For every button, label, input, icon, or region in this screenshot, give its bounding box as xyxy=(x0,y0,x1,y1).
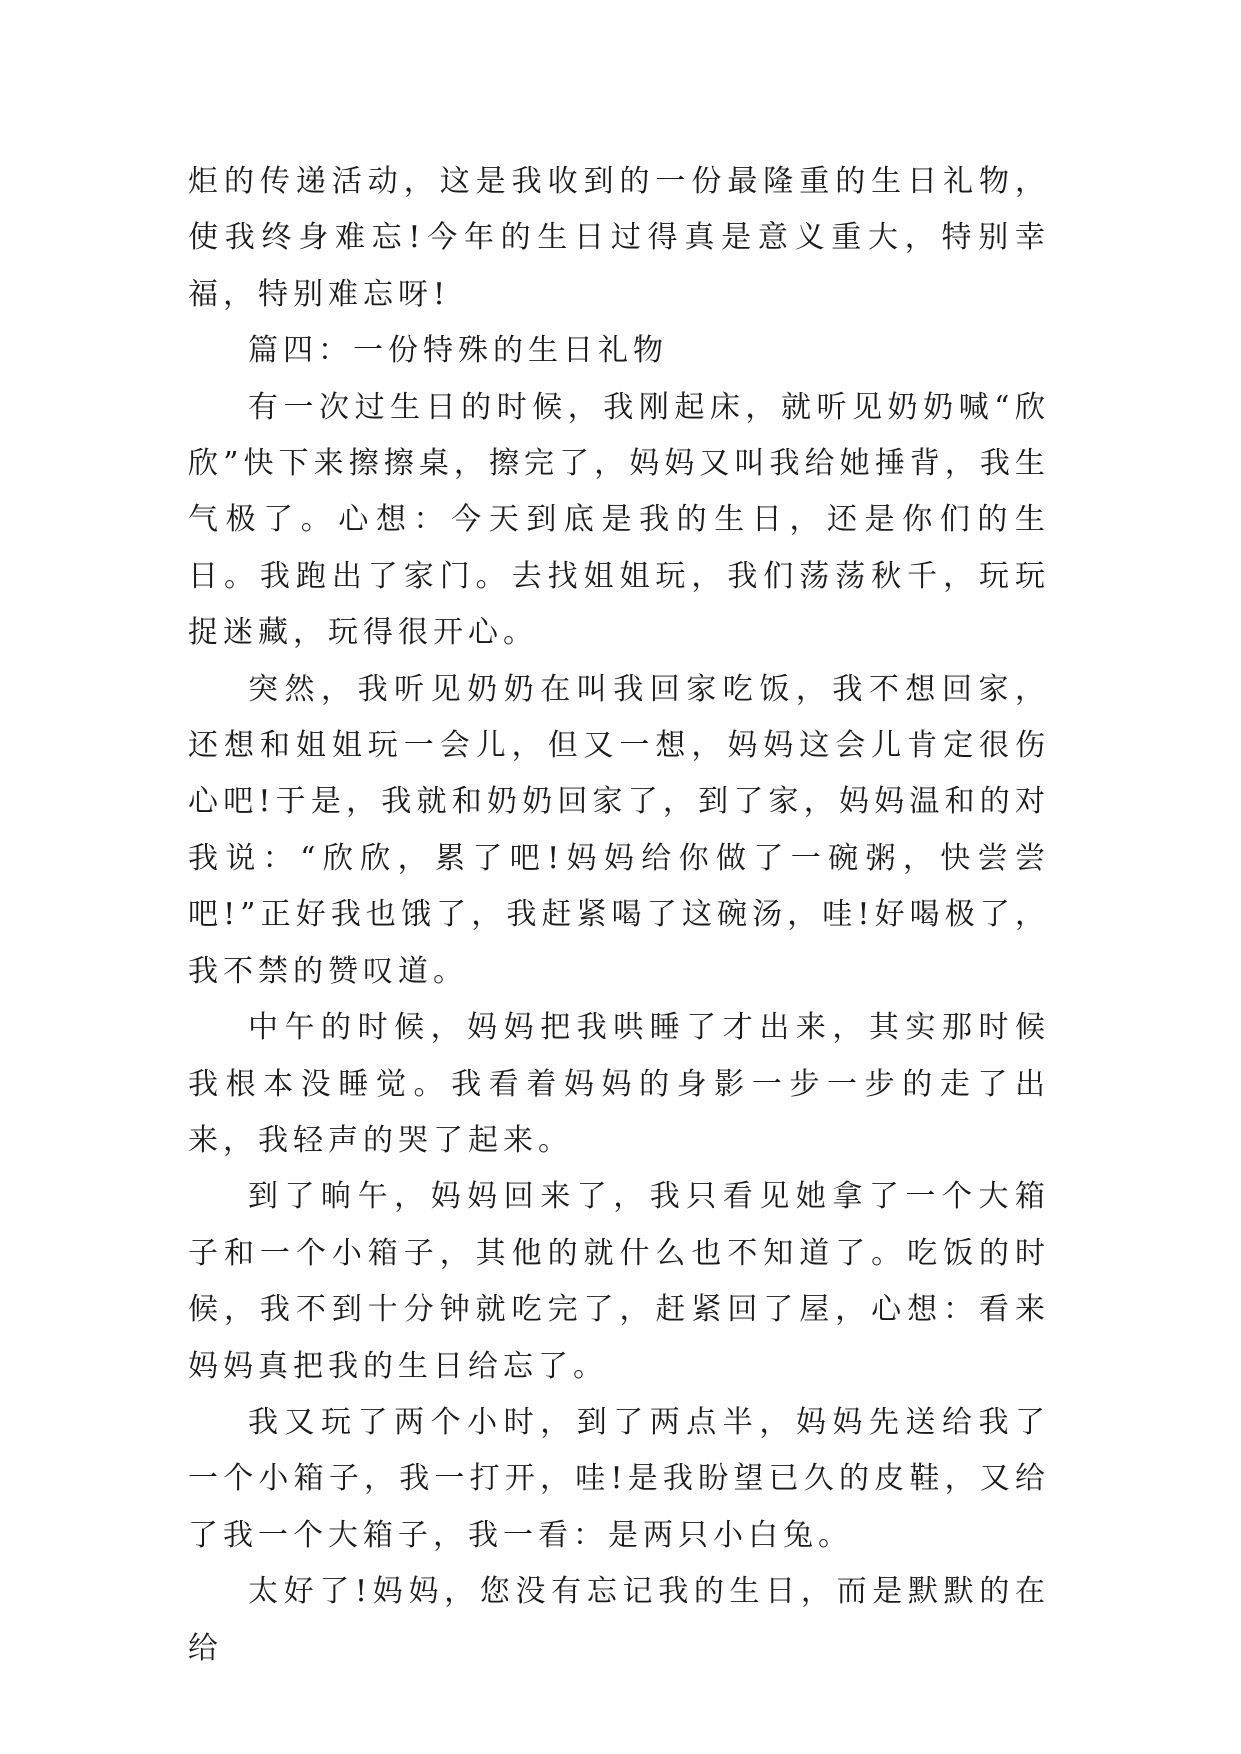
paragraph-1: 炬的传递活动，这是我收到的一份最隆重的生日礼物，使我终身难忘!今年的生日过得真是意义重大，特别幸福，特别难忘呀! xyxy=(188,164,1050,312)
paragraph-6: 到了晌午，妈妈回来了，我只看见她拿了一个大箱子和一个小箱子，其他的就什么也不知道了。吃饭的时候，我不到十分钟就吃完了，赶紧回了屋，心想：看来妈妈真把我的生日给忘了。 xyxy=(188,1179,1050,1384)
paragraph-3: 有一次过生日的时候，我刚起床，就听见奶奶喊“欣欣”快下来擦擦桌，擦完了，妈妈又叫我给她捶背，我生气极了。心想：今天到底是我的生日，还是你们的生日。我跑出了家门。去找姐姐玩，我们荡荡秋千，玩玩捉迷藏，玩得很开心。 xyxy=(188,389,1050,651)
paragraph-5: 中午的时候，妈妈把我哄睡了才出来，其实那时候我根本没睡觉。我看着妈妈的身影一步一步的走了出来，我轻声的哭了起来。 xyxy=(188,1010,1050,1158)
document-body xyxy=(188,154,1050,1677)
paragraph-8: 太好了!妈妈，您没有忘记我的生日，而是默默的在给 xyxy=(188,1574,1050,1666)
section-heading: 篇四：一份特殊的生日礼物 xyxy=(248,333,668,369)
paragraph-4: 突然，我听见奶奶在叫我回家吃饭，我不想回家，还想和姐姐玩一会儿，但又一想，妈妈这会儿肯定很伤心吧!于是，我就和奶奶回家了，到了家，妈妈温和的对我说：“欣欣，累了吧!妈妈给你做了一碗粥，快尝尝吧!”正好我也饿了，我赶紧喝了这碗汤，哇!好喝极了，我不禁的赞叹道。 xyxy=(188,671,1050,989)
paragraph-7: 我又玩了两个小时，到了两点半，妈妈先送给我了一个小箱子，我一打开，哇!是我盼望已久的皮鞋，又给了我一个大箱子，我一看：是两只小白兔。 xyxy=(188,1404,1050,1553)
